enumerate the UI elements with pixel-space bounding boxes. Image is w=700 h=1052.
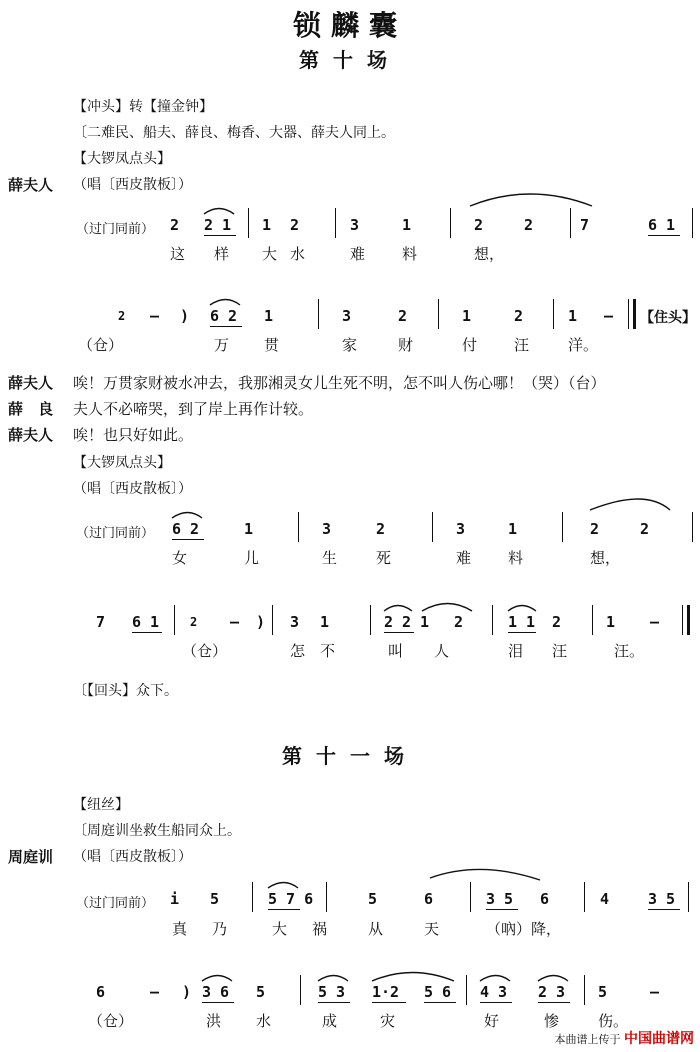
- lyric: 料: [508, 549, 524, 567]
- note: 1·2: [372, 983, 400, 1001]
- cue-label: 【住头】: [640, 310, 696, 326]
- note: 2: [590, 520, 600, 538]
- lyric: 大: [262, 245, 278, 263]
- site-logo[interactable]: 中国曲谱网: [624, 1031, 694, 1047]
- interlude-label: （过门同前）: [76, 222, 155, 237]
- note: 2 2: [384, 613, 412, 631]
- lyric: 样: [214, 245, 230, 263]
- lyric: 这: [170, 245, 186, 263]
- lyric: 好: [484, 1012, 500, 1030]
- lyric: 洪: [206, 1012, 222, 1030]
- note: 6: [540, 890, 550, 908]
- lyric: （仓）: [78, 336, 124, 354]
- lyric: 大: [272, 920, 288, 938]
- lyric: 天: [424, 920, 440, 938]
- lyric: 儿: [244, 549, 260, 567]
- note: 1: [262, 216, 272, 234]
- lyric: 乃: [212, 920, 228, 938]
- lyric: 汪: [514, 336, 530, 354]
- role-name: 薛夫人: [8, 426, 54, 444]
- lyric: 汪: [552, 642, 568, 660]
- lyric: 万: [214, 336, 230, 354]
- stage-direction: 【纽丝】: [73, 797, 129, 813]
- lyric: 惨: [544, 1012, 560, 1030]
- note: 2: [398, 307, 408, 325]
- note: 7: [96, 613, 106, 631]
- lyric: 从: [368, 920, 384, 938]
- lyric: 生: [322, 549, 338, 567]
- note: –: [150, 307, 160, 325]
- note: 3 6: [202, 983, 230, 1001]
- note: –: [230, 613, 240, 631]
- note: 3: [322, 520, 332, 538]
- note: 1: [244, 520, 254, 538]
- note: 5: [368, 890, 378, 908]
- lyric: 水: [290, 245, 306, 263]
- note: –: [650, 613, 660, 631]
- note: 3 5: [648, 890, 676, 908]
- lyric: 灾: [380, 1012, 396, 1030]
- role-name: 薛夫人: [8, 176, 54, 194]
- speech-text: 唉！也只好如此。: [73, 426, 194, 444]
- note: 1: [508, 520, 518, 538]
- singing-style: （唱〔西皮散板〕）: [73, 481, 192, 497]
- note: 2: [454, 613, 464, 631]
- lyric: 汪。: [614, 642, 645, 660]
- note: 6 2: [210, 307, 238, 325]
- note: 2: [190, 615, 198, 629]
- note: 6 1: [132, 613, 160, 631]
- note: –: [604, 307, 614, 325]
- note: 1: [264, 307, 274, 325]
- note: 2: [118, 309, 126, 323]
- lyric: 料: [402, 245, 418, 263]
- lyric: 祸: [312, 920, 328, 938]
- speech-text: 唉！万贯家财被水冲去，我那湘灵女儿生死不明，怎不叫人伤心哪！（哭）（台）: [73, 374, 606, 392]
- note: 5: [210, 890, 220, 908]
- singing-style: （唱〔西皮散板〕）: [73, 849, 192, 865]
- note: 3 5: [486, 890, 514, 908]
- role-name: 薛 良: [8, 400, 54, 418]
- note: 3: [290, 613, 300, 631]
- role-name: 薛夫人: [8, 374, 54, 392]
- lyric: 想，: [590, 549, 621, 567]
- lyric: （仓）: [88, 1012, 134, 1030]
- speech-text: 夫人不必啼哭，到了岸上再作计较。: [73, 400, 314, 418]
- lyric: 成: [322, 1012, 338, 1030]
- lyric: 伤。: [598, 1012, 629, 1030]
- lyric: 贯: [264, 336, 280, 354]
- stage-direction: 〔二难民、船夫、薛良、梅香、大器、薛夫人同上。: [73, 125, 395, 141]
- note: 3: [350, 216, 360, 234]
- note: 4 3: [480, 983, 508, 1001]
- note: 2: [524, 216, 534, 234]
- interlude-label: （过门同前）: [76, 896, 155, 911]
- lyric: 家: [342, 336, 358, 354]
- note: –: [150, 983, 160, 1001]
- note: 2: [474, 216, 484, 234]
- note: 6: [424, 890, 434, 908]
- note: 2: [290, 216, 300, 234]
- note: 5: [256, 983, 266, 1001]
- footer: [555, 1028, 695, 1048]
- lyric: 不: [320, 642, 336, 660]
- stage-direction: 〔【回头】众下。: [73, 683, 178, 699]
- note: 2: [514, 307, 524, 325]
- note: 6 2: [172, 520, 200, 538]
- note: 2 1: [204, 216, 232, 234]
- note: 2: [552, 613, 562, 631]
- note: 6 1: [648, 216, 676, 234]
- note: 1: [420, 613, 430, 631]
- note: 3: [456, 520, 466, 538]
- note: 5: [598, 983, 608, 1001]
- note: 7: [580, 216, 590, 234]
- lyric: 死: [376, 549, 392, 567]
- lyric: 付: [462, 336, 478, 354]
- note: 1 1: [508, 613, 536, 631]
- lyric: 财: [398, 336, 414, 354]
- lyric: 真: [172, 920, 188, 938]
- lyric: 人: [434, 642, 450, 660]
- lyric: 洋。: [568, 336, 599, 354]
- scene-heading: 第十场: [299, 48, 401, 72]
- note: 3: [342, 307, 352, 325]
- note: ): [180, 307, 190, 325]
- note: 5 7 6: [268, 890, 314, 908]
- note: ): [256, 613, 266, 631]
- lyric: 水: [256, 1012, 272, 1030]
- stage-direction: 【大锣凤点头】: [73, 455, 171, 471]
- lyric: （吶）降，: [486, 920, 562, 938]
- lyric: 叫: [388, 642, 404, 660]
- lyric: 泪: [508, 642, 524, 660]
- interlude-label: （过门同前）: [76, 526, 155, 541]
- stage-direction: 【冲头】转【撞金钟】: [73, 99, 213, 115]
- note: 2: [376, 520, 386, 538]
- lyric: 怎: [290, 642, 306, 660]
- note: ): [182, 983, 192, 1001]
- lyric: 女: [172, 549, 188, 567]
- note: 1: [402, 216, 412, 234]
- note: –: [650, 983, 660, 1001]
- note: 5 3: [318, 983, 346, 1001]
- note: 1: [462, 307, 472, 325]
- lyric: 难: [456, 549, 472, 567]
- page-title: 锁麟囊: [292, 9, 407, 42]
- note: 2: [170, 216, 180, 234]
- note: i: [170, 890, 180, 908]
- note: 1: [606, 613, 616, 631]
- note: 1: [568, 307, 578, 325]
- note: 2 3: [538, 983, 566, 1001]
- stage-direction: 〔周庭训坐救生船同众上。: [73, 823, 241, 839]
- note: 5 6: [424, 983, 452, 1001]
- lyric: （仓）: [182, 642, 228, 660]
- lyric: 难: [350, 245, 366, 263]
- scene-heading: 第十一场: [282, 744, 418, 768]
- note: 4: [600, 890, 610, 908]
- note: 2: [640, 520, 650, 538]
- note: 6: [96, 983, 106, 1001]
- footer-text: 本曲谱上传于: [554, 1033, 621, 1046]
- singing-style: （唱〔西皮散板〕）: [73, 177, 192, 193]
- stage-direction: 【大锣凤点头】: [73, 151, 171, 167]
- note: 1: [320, 613, 330, 631]
- lyric: 想，: [474, 245, 505, 263]
- role-name: 周庭训: [8, 848, 54, 866]
